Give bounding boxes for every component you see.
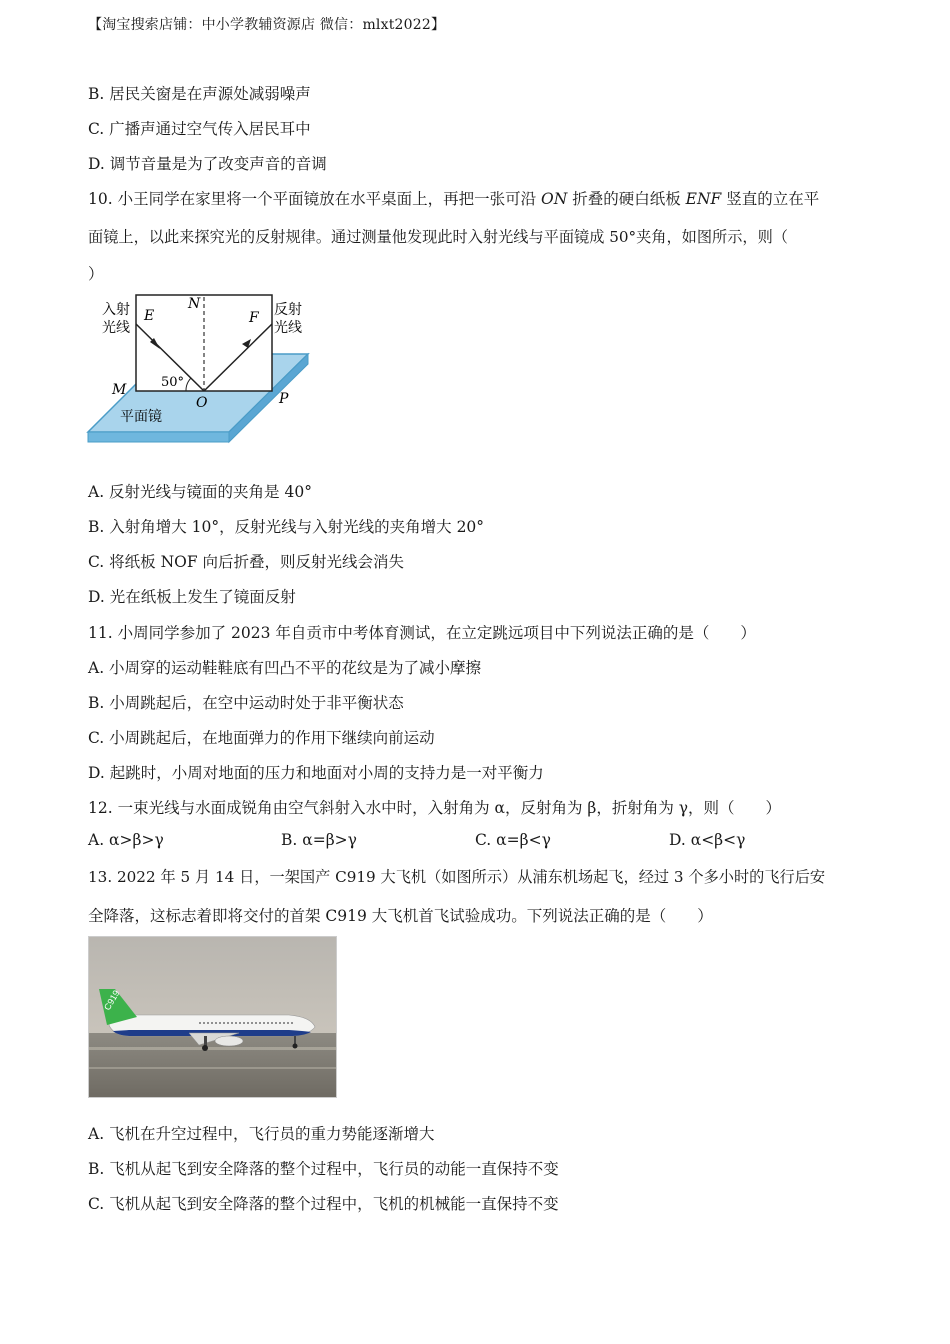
- q13-option-a: A. 飞机在升空过程中，飞行员的重力势能逐渐增大: [88, 1125, 435, 1143]
- q10-option-b: B. 入射角增大 10°，反射光线与入射光线的夹角增大 20°: [88, 518, 485, 536]
- q11-option-b: B. 小周跳起后，在空中运动时处于非平衡状态: [88, 694, 404, 712]
- q10-stem-line3: ）: [88, 265, 104, 283]
- label-reflect-2: 光线: [274, 320, 302, 336]
- airplane-illustration: [89, 937, 336, 1097]
- q10-text-c: 竖直的立在平: [721, 190, 820, 208]
- q10-stem-line2: 面镜上，以此来探究光的反射规律。通过测量他发现此时入射光线与平面镜成 50°夹角，如图所示，则（: [88, 228, 788, 246]
- q11-option-c: C. 小周跳起后，在地面弹力的作用下继续向前运动: [88, 729, 435, 747]
- runway-stripe: [89, 1047, 336, 1050]
- q13-option-c: C. 飞机从起飞到安全降落的整个过程中，飞机的机械能一直保持不变: [88, 1195, 559, 1213]
- q10-text-b: 折叠的硬白纸板: [567, 190, 686, 208]
- label-o: O: [196, 395, 208, 411]
- label-incident-2: 光线: [102, 320, 130, 336]
- q12-option-a: A. α>β>γ: [88, 831, 164, 849]
- q11-option-a: A. 小周穿的运动鞋鞋底有凹凸不平的花纹是为了减小摩擦: [88, 659, 482, 677]
- label-n: N: [188, 296, 201, 312]
- main-wheel: [202, 1045, 208, 1051]
- label-e: E: [144, 308, 155, 324]
- q12-option-b: B. α=β>γ: [281, 831, 357, 849]
- c919-airplane-photo: [88, 936, 337, 1098]
- photo-runway: [89, 1033, 336, 1097]
- reflection-diagram: [86, 292, 316, 448]
- engine: [215, 1036, 243, 1046]
- label-reflect-1: 反射: [274, 302, 302, 318]
- label-angle: 50°: [161, 375, 185, 390]
- q12-option-d: D. α<β<γ: [669, 831, 746, 849]
- mirror-front-edge: [88, 432, 229, 442]
- nose-wheel: [293, 1044, 298, 1049]
- q10-option-d: D. 光在纸板上发生了镜面反射: [88, 588, 296, 606]
- option-b-prev: B. 居民关窗是在声源处减弱噪声: [88, 85, 311, 103]
- q10-option-a: A. 反射光线与镜面的夹角是 40°: [88, 483, 312, 501]
- q10-on: ON: [541, 190, 568, 208]
- label-m: M: [112, 382, 127, 398]
- option-d-prev: D. 调节音量是为了改变声音的音调: [88, 155, 327, 173]
- option-c-prev: C. 广播声通过空气传入居民耳中: [88, 120, 311, 138]
- q10-option-c: C. 将纸板 NOF 向后折叠，则反射光线会消失: [88, 553, 405, 571]
- main-gear: [204, 1036, 207, 1046]
- label-incident-1: 入射: [102, 302, 130, 318]
- q10-enf: ENF: [685, 190, 722, 208]
- label-p: P: [279, 391, 289, 407]
- q12-option-c: C. α=β<γ: [475, 831, 551, 849]
- nose-gear: [294, 1036, 296, 1044]
- label-f: F: [249, 310, 259, 326]
- label-mirror: 平面镜: [120, 409, 162, 425]
- runway-stripe-2: [89, 1067, 336, 1069]
- q11-option-d: D. 起跳时，小周对地面的压力和地面对小周的支持力是一对平衡力: [88, 764, 544, 782]
- q12-stem: 12. 一束光线与水面成锐角由空气斜射入水中时，入射角为 α，反射角为 β，折射角为 γ，则（ ）: [88, 799, 782, 817]
- tail-text: C919: [102, 988, 122, 1012]
- q10-stem-line1: [88, 187, 858, 209]
- page-header-watermark: 【淘宝搜索店铺：中小学教辅资源店 微信：mlxt2022】: [88, 17, 446, 33]
- q10-text-a: 10. 小王同学在家里将一个平面镜放在水平桌面上，再把一张可沿: [88, 190, 542, 208]
- q11-stem: 11. 小周同学参加了 2023 年自贡市中考体育测试，在立定跳远项目中下列说法正确的是（ ）: [88, 624, 756, 642]
- q13-stem-line1: 13. 2022 年 5 月 14 日，一架国产 C919 大飞机（如图所示）从浦东机场起飞，经过 3 个多小时的飞行后安: [88, 868, 826, 886]
- q13-option-b: B. 飞机从起飞到安全降落的整个过程中，飞行员的动能一直保持不变: [88, 1160, 559, 1178]
- q13-stem-line2: 全降落，这标志着即将交付的首架 C919 大飞机首飞试验成功。下列说法正确的是（ ）: [88, 907, 713, 925]
